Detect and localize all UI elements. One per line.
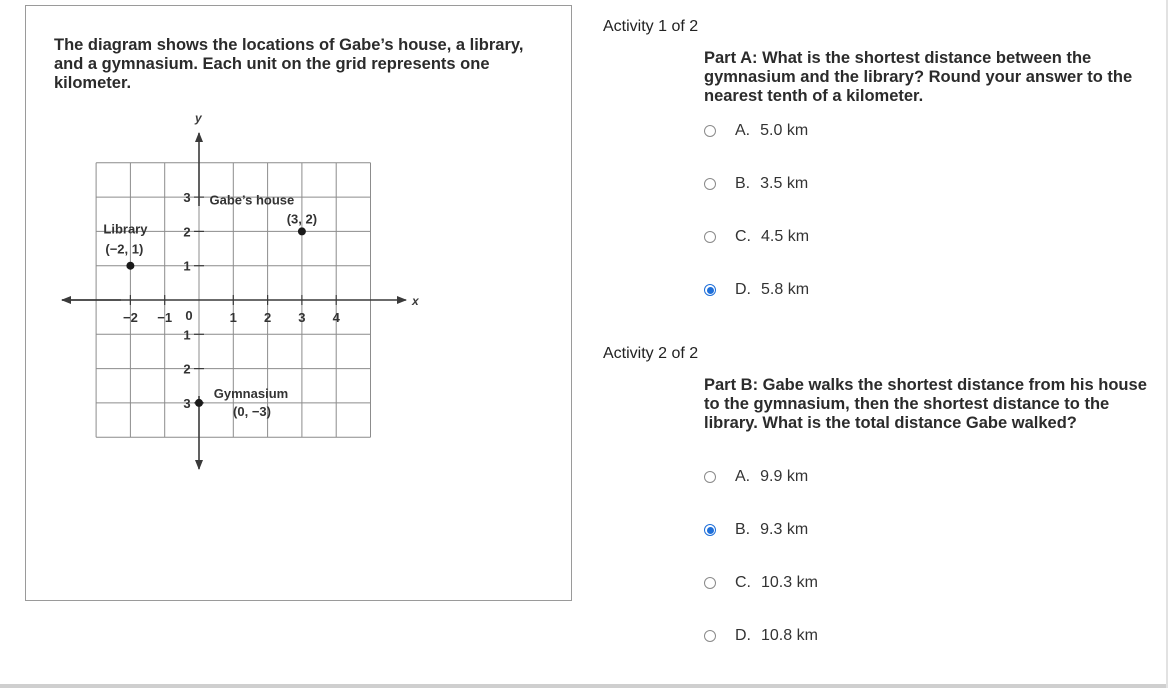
point-coords-label: (0, −3): [233, 403, 271, 419]
choice-text: 9.9 km: [760, 468, 809, 485]
origin-label: 0: [185, 308, 193, 323]
radio-button[interactable]: [704, 125, 716, 137]
activity-1-label: Activity 1 of 2: [603, 18, 699, 35]
point-marker: [195, 399, 203, 407]
x-axis-label: x: [412, 294, 419, 308]
activity-1-prompt: Part A: What is the shortest distance between the gymnasium and the library? Round your answer to the nearest tenth of a kilometer.: [704, 49, 1133, 105]
point-coords-label: (3, 2): [286, 211, 318, 227]
x-tick-label: 4: [332, 310, 340, 325]
choice-letter: C.: [735, 574, 751, 591]
choice-letter: D.: [735, 627, 751, 644]
activity-1-choice-d[interactable]: [704, 280, 809, 300]
point-name-label: Gymnasium: [213, 385, 289, 401]
activity-1-choice-a[interactable]: [704, 121, 808, 141]
choice-text: 3.5 km: [760, 175, 809, 192]
point-marker: [126, 262, 134, 270]
activity-1-choice-c[interactable]: [704, 227, 809, 247]
y-tick-label: 3: [183, 190, 191, 206]
x-tick-label: 3: [298, 310, 306, 325]
choice-text: 9.3 km: [760, 521, 809, 538]
radio-button[interactable]: [704, 231, 716, 243]
y-tick-label: 3: [183, 395, 191, 411]
point-name-label: Gabe’s house: [209, 192, 295, 208]
window-bottom-border: [0, 684, 1168, 688]
radio-button[interactable]: [704, 178, 716, 190]
coordinate-graph: [26, 6, 571, 600]
activity-2-prompt: Part B: Gabe walks the shortest distance from his house to the gymnasium, then the shortest distance to the library. What is the total distance Gabe walked?: [704, 376, 1147, 432]
choice-letter: A.: [735, 468, 751, 485]
choice-text: 5.8 km: [761, 281, 810, 298]
y-tick-label: 2: [183, 224, 191, 240]
activity-2-label: Activity 2 of 2: [603, 345, 699, 362]
x-tick-label: −2: [122, 310, 138, 325]
y-axis-label: y: [195, 111, 202, 125]
activity-2-choice-b[interactable]: [704, 520, 808, 540]
choice-text: 4.5 km: [761, 228, 810, 245]
choice-letter: D.: [735, 281, 751, 298]
y-tick-label: 2: [183, 361, 191, 377]
radio-button[interactable]: [704, 471, 716, 483]
radio-button[interactable]: [704, 630, 716, 642]
x-tick-label: −1: [157, 310, 173, 325]
choice-letter: C.: [735, 228, 751, 245]
activity-2-choice-a[interactable]: [704, 467, 808, 487]
choice-text: 10.3 km: [761, 574, 818, 591]
point-name-label: Library: [103, 221, 148, 237]
choice-letter: B.: [735, 175, 751, 192]
choice-text: 10.8 km: [761, 627, 818, 644]
stimulus-text: The diagram shows the locations of Gabe’s house, a library, and a gymnasium. Each unit on the grid represents one kilometer.: [54, 36, 524, 92]
radio-button[interactable]: [704, 577, 716, 589]
stimulus-panel: [25, 5, 572, 601]
choice-letter: A.: [735, 122, 751, 139]
radio-button[interactable]: [704, 524, 716, 536]
activity-2-choice-d[interactable]: [704, 626, 818, 646]
choice-letter: B.: [735, 521, 751, 538]
choice-text: 5.0 km: [760, 122, 809, 139]
point-marker: [298, 227, 306, 235]
radio-button[interactable]: [704, 284, 716, 296]
x-tick-label: 1: [229, 310, 237, 325]
y-tick-label: 1: [183, 258, 191, 274]
y-tick-label: 1: [183, 327, 191, 343]
activity-2-choice-c[interactable]: [704, 573, 818, 593]
graph-points: [103, 192, 317, 419]
point-coords-label: (−2, 1): [105, 241, 144, 257]
x-tick-label: 2: [263, 310, 272, 325]
activity-1-choice-b[interactable]: [704, 174, 808, 194]
